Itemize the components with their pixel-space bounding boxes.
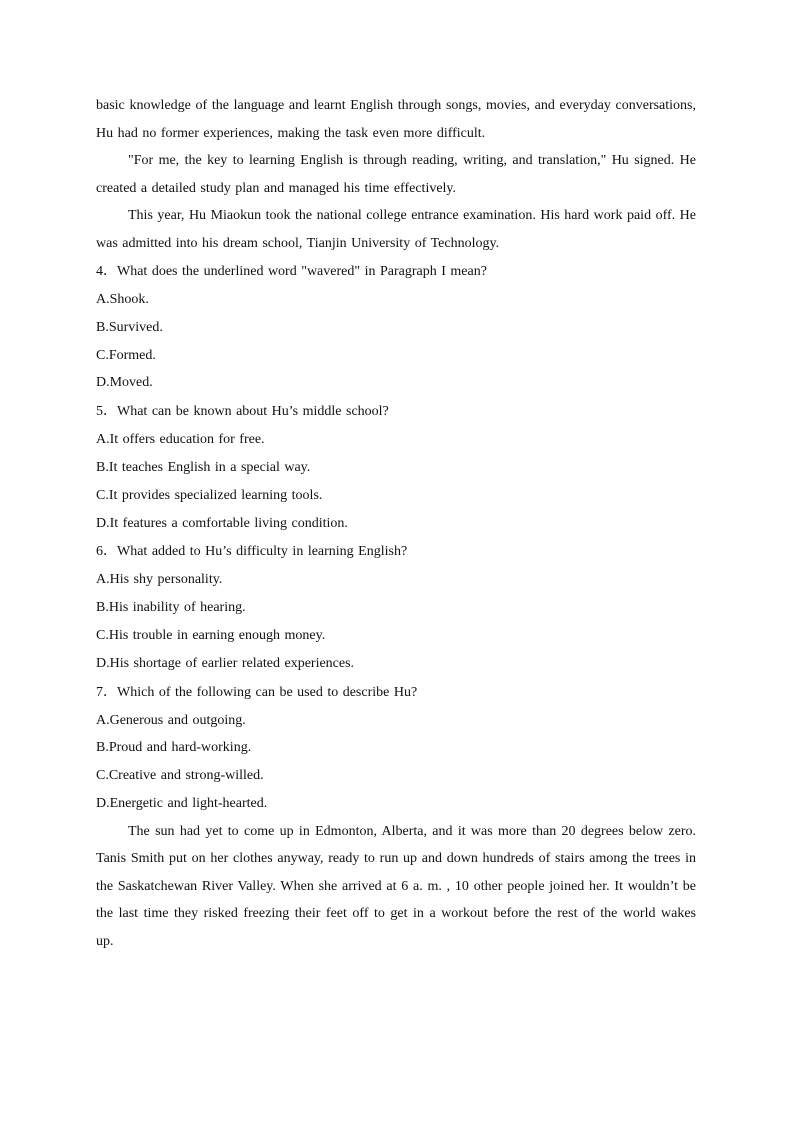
question-5 [96, 397, 696, 537]
passage-paragraph: This year, Hu Miaokun took the national college entrance examination. His hard work paid off. He was admitted into his dream school, Tianjin University of Technology. [96, 208, 696, 251]
option-c: C.It provides specialized learning tools. [96, 487, 323, 503]
option-a: A.His shy personality. [96, 572, 223, 588]
question-6 [96, 537, 696, 677]
option-d: D.Moved. [96, 375, 153, 391]
passage-paragraph: "For me, the key to learning English is through reading, writing, and translation," Hu signed. He created a detailed study plan and managed his time effectively. [96, 153, 696, 196]
option-b: B.Proud and hard-working. [96, 740, 252, 756]
option-c: C.Formed. [96, 347, 156, 363]
question-7 [96, 678, 696, 818]
option-a: A.Generous and outgoing. [96, 712, 246, 728]
option-d: D.It features a comfortable living condition. [96, 515, 348, 531]
option-c: C.Creative and strong-willed. [96, 768, 264, 784]
question-stem: 6．What added to Hu’s difficulty in learning English? [96, 544, 408, 560]
question-stem: 5．What can be known about Hu’s middle school? [96, 404, 389, 420]
option-a: A.It offers education for free. [96, 432, 265, 448]
question-4 [96, 257, 696, 397]
option-a: A.Shook. [96, 292, 149, 307]
option-c: C.His trouble in earning enough money. [96, 627, 326, 643]
document-page [96, 92, 696, 955]
option-b: B.His inability of hearing. [96, 600, 246, 616]
option-b: B.It teaches English in a special way. [96, 459, 311, 475]
option-d: D.Energetic and light-hearted. [96, 795, 268, 811]
option-d: D.His shortage of earlier related experiences. [96, 655, 355, 671]
option-b: B.Survived. [96, 319, 163, 335]
passage-paragraph: basic knowledge of the language and learnt English through songs, movies, and everyday conversations, Hu had no former experiences, making the task even more difficult. [96, 98, 696, 141]
passage-paragraph: The sun had yet to come up in Edmonton, Alberta, and it was more than 20 degrees below zero. Tanis Smith put on her clothes anyway, ready to run up and down hundreds of stairs among the trees in the Saskatchewan River Valley. When she arrived at 6 a. m. , 10 other people joined her. It wouldn’t be the last time they risked freezing their feet off to get in a workout before the rest of the world wakes up. [96, 823, 696, 949]
question-stem: 7．Which of the following can be used to describe Hu? [96, 684, 418, 700]
question-stem: 4．What does the underlined word "wavered" in Paragraph I mean? [96, 264, 487, 279]
